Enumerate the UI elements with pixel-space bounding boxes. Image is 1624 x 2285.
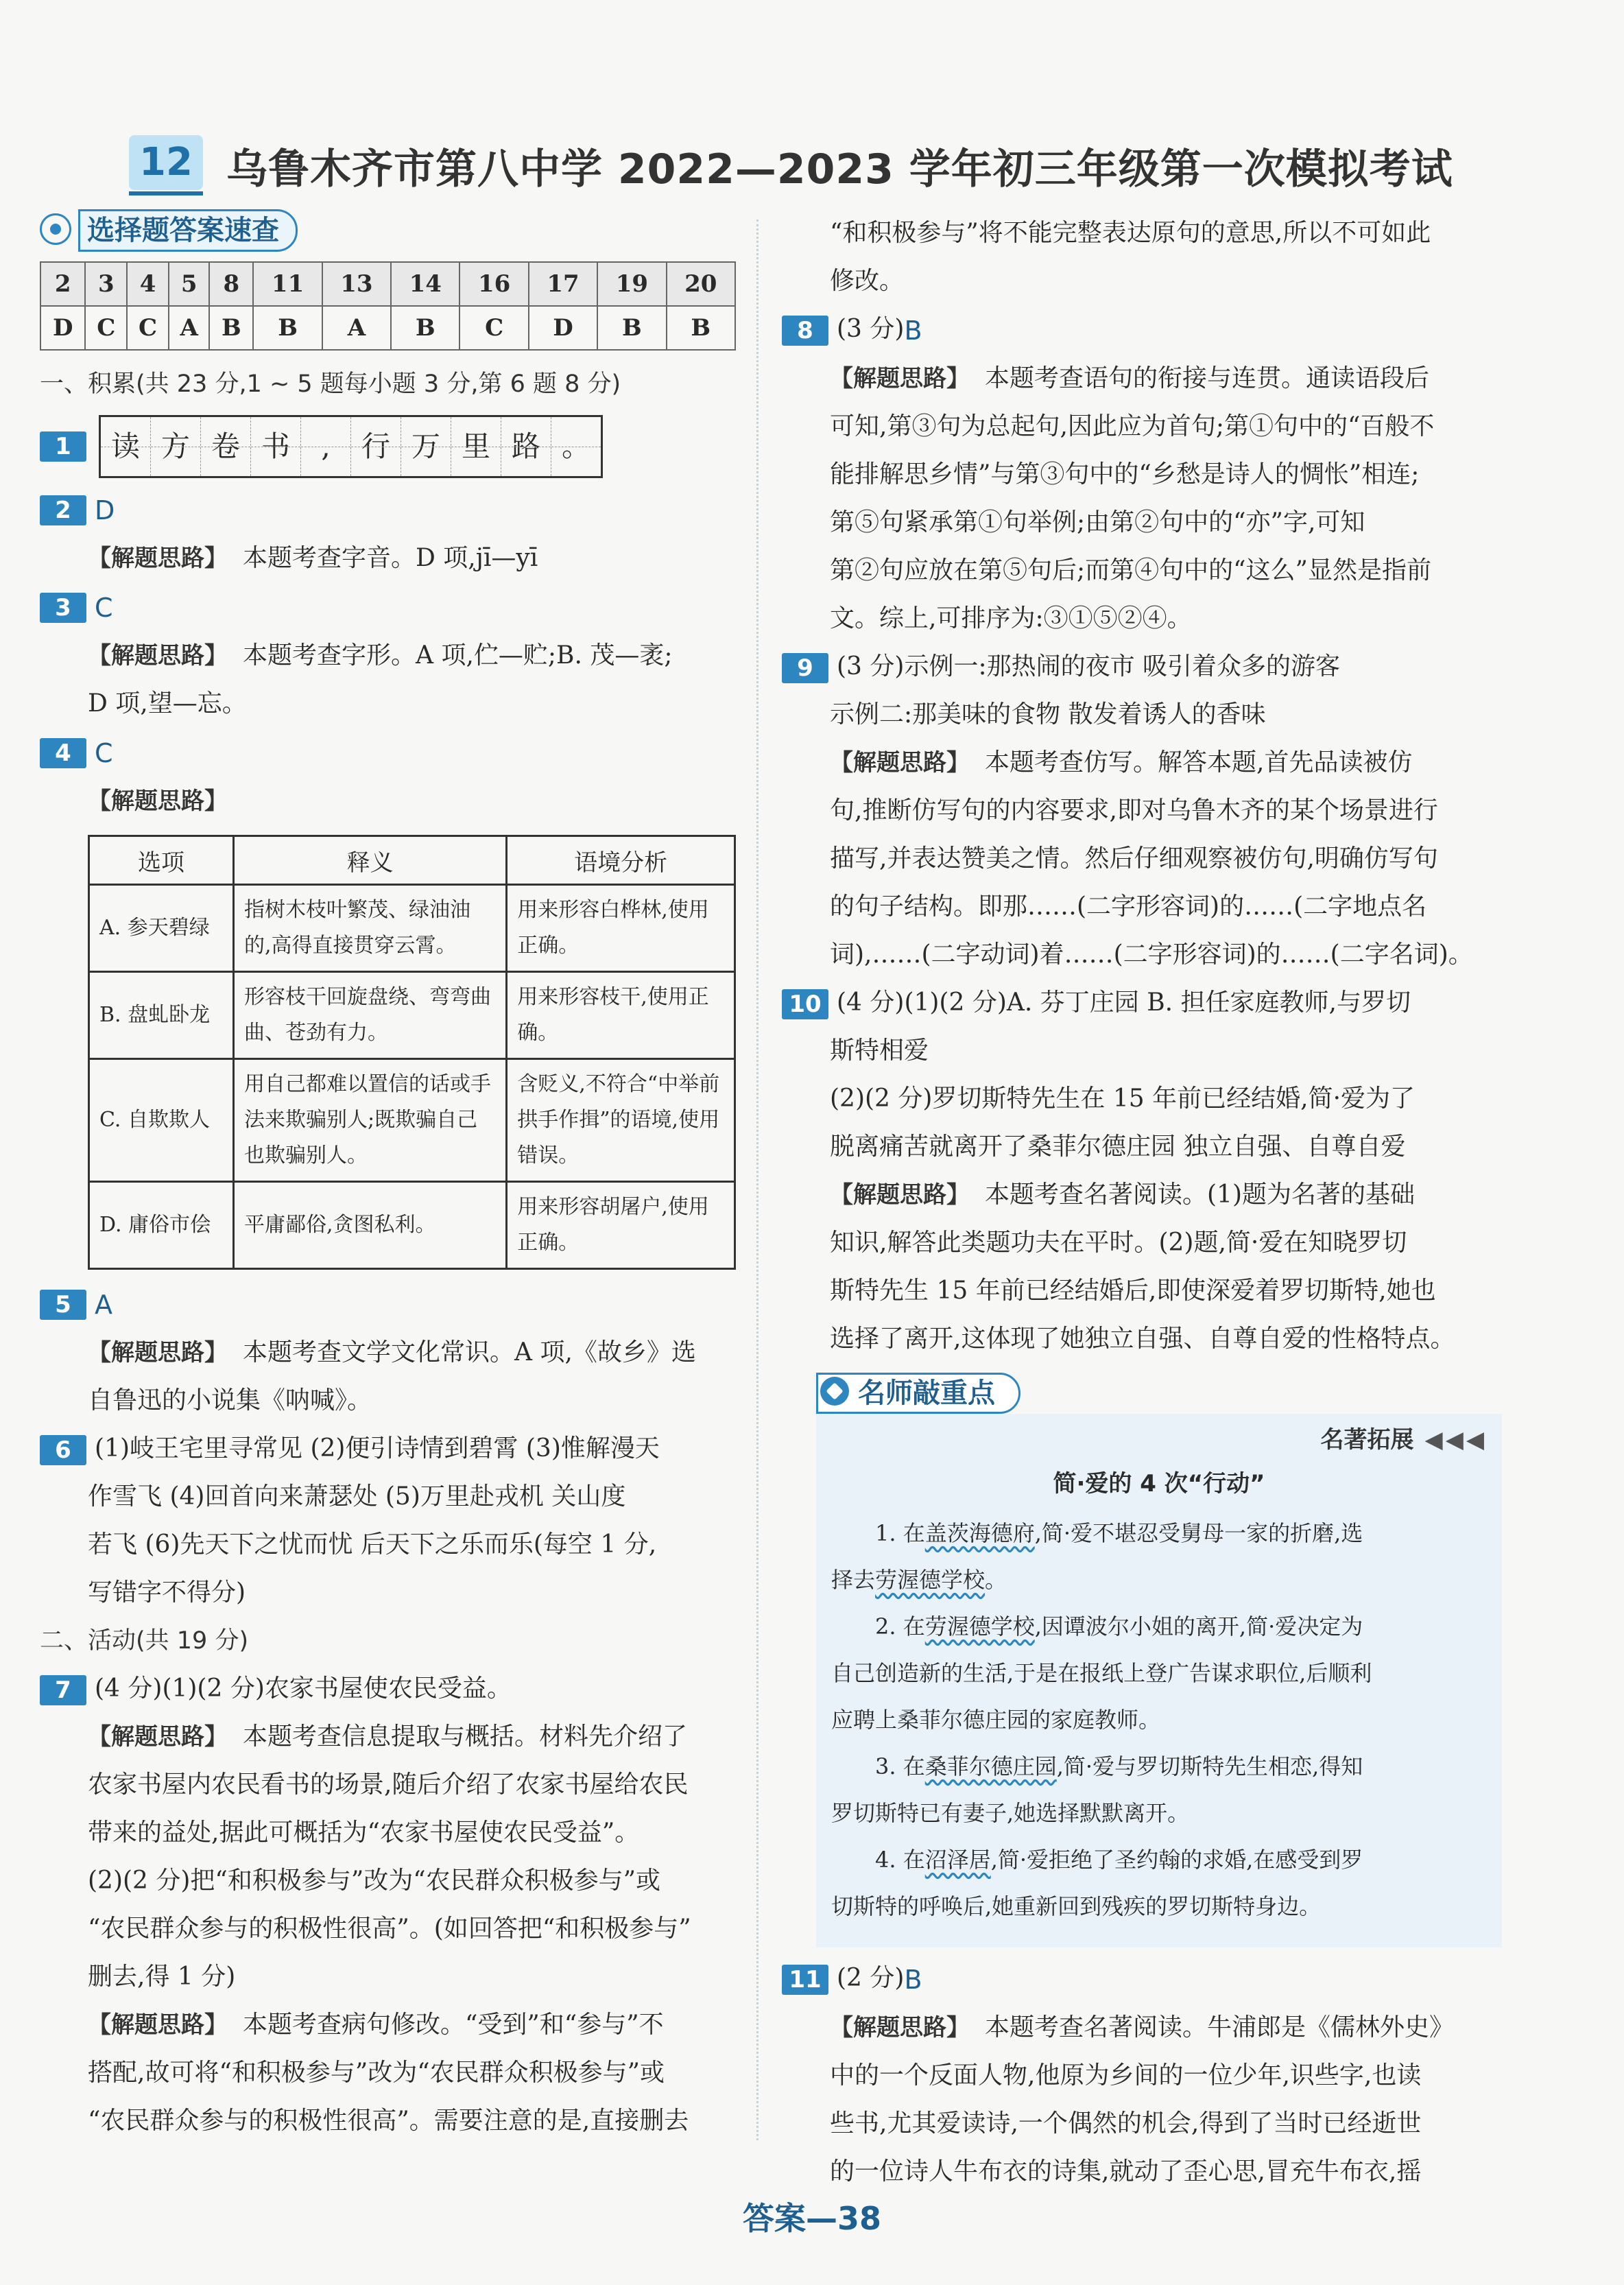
teacher-item-3b: 罗切斯特已有妻子,她选择默默离开。 [831,1800,1190,1826]
quick-question-number: 14 [391,262,459,306]
left-column [40,209,739,2145]
q4-table-row [89,972,735,1059]
grid-cell: 读 [101,417,151,476]
q8-answer: B [904,316,922,346]
item2-post: ,因谭波尔小姐的离开,简·爱决定为 [1034,1613,1363,1639]
q7-text-4: (2)(2 分)把“和积极参与”改为“农民群众积极参与”或 [88,1867,661,1895]
quick-answer-letter: C [127,306,169,350]
q11-explanation [782,2004,1481,2052]
q7-text-1: 本题考查信息提取与概括。材料先介绍了 [243,1722,688,1751]
q4-answer: C [95,738,113,768]
quick-answer-letter: D [40,306,85,350]
teacher-item-4 [831,1836,1487,1883]
q9-text-2: 句,推断仿写句的内容要求,即对乌鲁木齐的某个场景进行 [830,796,1438,825]
q2-text: 本题考查字音。D 项,jī—yī [243,544,538,572]
q8-text-1: 本题考查语句的衔接与连贯。通读语段后 [985,364,1430,392]
grid-cell: 方 [151,417,201,476]
bell-icon [820,1377,849,1406]
teacher-box-body [816,1414,1502,1947]
quick-answer-letter: B [209,306,253,350]
q4-table-header [89,836,735,885]
q2-number: 2 [40,495,86,525]
q4-tag: 【解题思路】 [88,788,228,815]
continued-text-1: “和积极参与”将不能完整表达原句的意思,所以不可如此 [830,219,1431,247]
item1-pre: 1. 在 [875,1520,925,1546]
q7-text-5: “农民群众参与的积极性很高”。(如回答把“和积极参与” [88,1915,691,1943]
q8-text-4: 第⑤句紧承第①句举例;由第②句中的“亦”字,可知 [830,508,1365,536]
item3-post: ,简·爱与罗切斯特先生相恋,得知 [1056,1753,1363,1779]
q7-text-2: 农家书屋内农民看书的场景,随后介绍了农家书屋给农民 [88,1771,689,1799]
teacher-topic [831,1421,1487,1459]
q9-line [782,643,1481,691]
quick-answer-letter: B [667,306,735,350]
q3-answer: C [95,593,113,623]
q4-table-row [89,1182,735,1269]
exam-number-underline [129,191,203,196]
q9-text-1: 本题考查仿写。解答本题,首先品读被仿 [985,748,1413,777]
q11-line [782,1954,1481,2004]
q9-number: 9 [782,653,828,683]
q11-text-3: 些书,尤其爱读诗,一个偶然的机会,得到了当时已经逝世 [830,2109,1422,2138]
target-icon [40,213,71,245]
quick-question-number: 16 [459,262,528,306]
q2-line [40,485,739,534]
q7-text-3: 带来的益处,据此可概括为“农家书屋使农民受益”。 [88,1819,640,1847]
teacher-item-4b: 切斯特的呼唤后,她重新回到残疾的罗切斯特身边。 [831,1893,1322,1919]
q4-explanation-table [88,835,736,1270]
teacher-badge: 名师敲重点 [816,1373,1020,1414]
q10-line [782,979,1481,1027]
q9-text-5: 词),……(二字动词)着……(二字形容词)的……(二字名词)。 [830,940,1473,969]
grid-cell: 万 [401,417,451,476]
q10-tag: 【解题思路】 [830,1181,970,1209]
q8-line [782,305,1481,355]
quick-question-number: 11 [253,262,322,306]
quick-question-number: 2 [40,262,85,306]
teacher-highlight-box [816,1373,1502,1947]
q4-line [40,728,739,777]
q10-text-1: 本题考查名著阅读。(1)题为名著的基础 [985,1181,1415,1209]
q4-number: 4 [40,738,86,768]
q9-answer-1: (3 分)示例一:那热闹的夜市 吸引着众多的游客 [837,652,1341,680]
item1-place: 盖茨海德府 [924,1520,1035,1546]
teacher-item-3 [831,1743,1487,1790]
q7-text-9: “农民群众参与的积极性很高”。需要注意的是,直接删去 [88,2107,689,2135]
item3-place: 桑菲尔德庄园 [924,1753,1057,1779]
q1-writing-grid [99,415,603,478]
item4-post: ,简·爱拒绝了圣约翰的求婚,在感受到罗 [990,1847,1363,1873]
table-cell-option: B. 盘虬卧龙 [89,972,234,1059]
quick-question-number: 8 [209,262,253,306]
table-cell-option: D. 庸俗市侩 [89,1182,234,1269]
item4-pre: 4. 在 [875,1847,925,1873]
q5-tag: 【解题思路】 [88,1339,228,1366]
q11-text-1: 本题考查名著阅读。牛浦郎是《儒林外史》 [985,2013,1455,2041]
q11-number: 11 [782,1965,828,1995]
q10-answer-1: (4 分)(1)(2 分)A. 芬丁庄园 B. 担任家庭教师,与罗切 [837,988,1411,1017]
item1-post: ,简·爱不堪忍受舅母一家的折磨,选 [1034,1520,1363,1546]
quick-question-number: 13 [322,262,391,306]
table-cell-context: 用来形容枝干,使用正确。 [507,972,735,1059]
table-cell-option: A. 参天碧绿 [89,885,234,972]
q10-text-2: 知识,解答此类题功夫在平时。(2)题,简·爱在知晓罗切 [830,1229,1407,1257]
q5-text: 本题考查文学文化常识。A 项,《故乡》选 [243,1338,696,1366]
table-cell-meaning: 用自己都难以置信的话或手法来欺骗别人;既欺骗自己也欺骗别人。 [234,1059,507,1182]
q3-explanation-2: D 项,望—忘。 [88,689,247,718]
q10-text-3: 斯特先生 15 年前已经结婚后,即使深爱着罗切斯特,她也 [830,1277,1436,1305]
q3-explanation [40,632,739,680]
quick-answer-letter: A [169,306,209,350]
right-column [782,209,1487,2196]
item1-line2-pre: 择去 [831,1567,876,1593]
table-header-context: 语境分析 [507,836,735,885]
q7-number: 7 [40,1675,86,1705]
q6-number: 6 [40,1435,86,1465]
q7-tag-2: 【解题思路】 [88,2011,228,2039]
teacher-item-2 [831,1603,1487,1650]
quick-answer-letter: C [85,306,127,350]
q10-text-4: 选择了离开,这体现了她独立自强、自尊自爱的性格特点。 [830,1325,1455,1353]
item2-pre: 2. 在 [875,1613,925,1639]
question-number-row [40,262,735,306]
item4-place: 沼泽居 [924,1847,991,1873]
table-cell-context: 用来形容白桦林,使用正确。 [507,885,735,972]
teacher-box-title: 简·爱的 4 次“行动” [1053,1470,1265,1497]
item1-line2-place: 劳渥德学校 [875,1567,986,1593]
q5-explanation-2: 自鲁迅的小说集《呐喊》。 [88,1386,372,1414]
grid-cell: 卷 [201,417,251,476]
q8-text-2: 可知,第③句为总起句,因此应为首句;第①句中的“百般不 [830,412,1435,440]
quick-answer-label: 选择题答案速查 [78,209,298,252]
quick-answer-letter: C [459,306,528,350]
topic-label: 名著拓展 [1320,1426,1414,1454]
grid-cell: 路 [501,417,551,476]
q9-tag: 【解题思路】 [830,749,970,777]
q5-line [40,1279,739,1329]
table-cell-option: C. 自欺欺人 [89,1059,234,1182]
q7-answer-1: (4 分)(1)(2 分)农家书屋使农民受益。 [95,1674,512,1703]
q10-answer-2: 斯特相爱 [830,1037,929,1065]
quick-question-number: 5 [169,262,209,306]
q8-explanation [782,355,1481,403]
q3-text: 本题考查字形。A 项,伫—贮;B. 茂—袤; [243,641,673,670]
q8-text-6: 文。综上,可排序为:③①⑤②④。 [830,604,1192,632]
q8-text-5: 第②句应放在第⑤句后;而第④句中的“这么”显然是指前 [830,556,1431,584]
quick-answer-letter: B [391,306,459,350]
q5-number: 5 [40,1290,86,1320]
q11-tag: 【解题思路】 [830,2014,970,2041]
q7-text-8: 搭配,故可将“和积极参与”改为“农民群众积极参与”或 [88,2059,665,2087]
teacher-item-2b: 自己创造新的生活,于是在报纸上登广告谋求职位,后顺利 [831,1660,1372,1686]
q10-explanation [782,1171,1481,1219]
q10-answer-3: (2)(2 分)罗切斯特先生在 15 年前已经结婚,简·爱为了 [830,1085,1416,1113]
quick-question-number: 3 [85,262,127,306]
q6-line [40,1425,739,1473]
triangle-arrows-icon: ◀◀◀ [1424,1426,1487,1454]
quick-question-number: 17 [529,262,597,306]
item3-pre: 3. 在 [875,1753,925,1779]
q7-explanation [40,1713,739,1761]
q7-tag: 【解题思路】 [88,1723,228,1751]
q5-answer: A [95,1290,112,1320]
q4-explanation [40,777,739,825]
q9-answer-2: 示例二:那美味的食物 散发着诱人的香味 [830,700,1266,729]
q6-text-2: 作雪飞 (4)回首向来萧瑟处 (5)万里赴戎机 关山度 [88,1482,626,1511]
q5-explanation [40,1329,739,1377]
exam-number-badge: 12 [129,135,203,190]
teacher-item-1 [831,1510,1487,1556]
q4-table-row [89,885,735,972]
q1-answer [40,415,739,478]
page-footer: 答案—38 [742,2200,881,2237]
q9-explanation [782,739,1481,787]
continued-text-2: 修改。 [830,267,905,295]
q4-table-row [89,1059,735,1182]
q3-line [40,582,739,632]
page-header [0,127,1624,202]
exam-title: 乌鲁木齐市第八中学 2022—2023 学年初三年级第一次模拟考试 [226,145,1453,193]
q2-answer: D [95,495,115,525]
q8-number: 8 [782,316,828,346]
table-cell-context: 用来形容胡屠户,使用正确。 [507,1182,735,1269]
q9-text-3: 描写,并表达赞美之情。然后仔细观察被仿句,明确仿写句 [830,844,1438,873]
table-cell-meaning: 指树木枝叶繁茂、绿油油的,高得直接贯穿云霄。 [234,885,507,972]
quick-answer-banner [40,209,328,250]
quick-question-number: 20 [667,262,735,306]
q3-number: 3 [40,593,86,623]
quick-answer-table [40,261,736,351]
grid-cell: , [301,417,351,476]
q7-text-7: 本题考查病句修改。“受到”和“参与”不 [243,2011,664,2039]
q2-tag: 【解题思路】 [88,545,228,572]
quick-question-number: 19 [597,262,666,306]
q6-text-3: 若飞 (6)先天下之忧而忧 后天下之乐而乐(每空 1 分, [88,1530,657,1559]
quick-answer-letter: B [597,306,666,350]
teacher-item-2c: 应聘上桑菲尔德庄园的家庭教师。 [831,1707,1161,1733]
q10-number: 10 [782,989,828,1019]
quick-answer-letter: D [529,306,597,350]
teacher-box-header [816,1373,1502,1414]
grid-cell: 行 [351,417,401,476]
q2-explanation [40,534,739,582]
table-cell-meaning: 形容枝干回旋盘绕、弯弯曲曲、苍劲有力。 [234,972,507,1059]
q10-answer-4: 脱离痛苦就离开了桑菲尔德庄园 独立自强、自尊自爱 [830,1133,1406,1161]
q3-tag: 【解题思路】 [88,642,228,670]
grid-cell: 书 [251,417,301,476]
q11-score: (2 分) [837,1964,905,1992]
q1-number: 1 [40,431,86,462]
q11-text-2: 中的一个反面人物,他原为乡间的一位少年,识些字,也读 [830,2061,1422,2089]
item1-line2-post: 。 [985,1567,1007,1593]
q7-explanation-2 [40,2001,739,2049]
q6-text-1: (1)岐王宅里寻常见 (2)便引诗情到碧霄 (3)惟解漫天 [95,1434,660,1463]
quick-question-number: 4 [127,262,169,306]
section-heading-2: 二、活动(共 19 分) [40,1627,249,1655]
grid-cell: 。 [551,417,601,476]
table-cell-meaning: 平庸鄙俗,贪图私利。 [234,1182,507,1269]
table-cell-context: 含贬义,不符合“中举前拱手作揖”的语境,使用错误。 [507,1059,735,1182]
column-divider [756,220,759,2140]
item2-place: 劳渥德学校 [924,1613,1035,1639]
q11-text-4: 的一位诗人牛布衣的诗集,就动了歪心思,冒充牛布衣,摇 [830,2157,1422,2186]
q11-answer: B [904,1965,922,1995]
table-header-meaning: 释义 [234,836,507,885]
section-heading-1: 一、积累(共 23 分,1 ~ 5 题每小题 3 分,第 6 题 8 分) [40,370,621,398]
table-header-option: 选项 [89,836,234,885]
q7-text-6: 删去,得 1 分) [88,1963,236,1991]
q9-text-4: 的句子结构。即那……(二字形容词)的……(二字地点名 [830,892,1427,921]
q6-text-4: 写错字不得分) [88,1578,246,1607]
q8-tag: 【解题思路】 [830,365,970,392]
q8-score: (3 分) [837,315,905,343]
quick-answer-letter: B [253,306,322,350]
quick-answer-letter: A [322,306,391,350]
q8-text-3: 能排解思乡情”与第③句中的“乡愁是诗人的惆怅”相连; [830,460,1420,488]
teacher-item-1b [831,1556,1487,1603]
answer-row [40,306,735,350]
grid-cell: 里 [451,417,501,476]
q7-line [40,1665,739,1713]
